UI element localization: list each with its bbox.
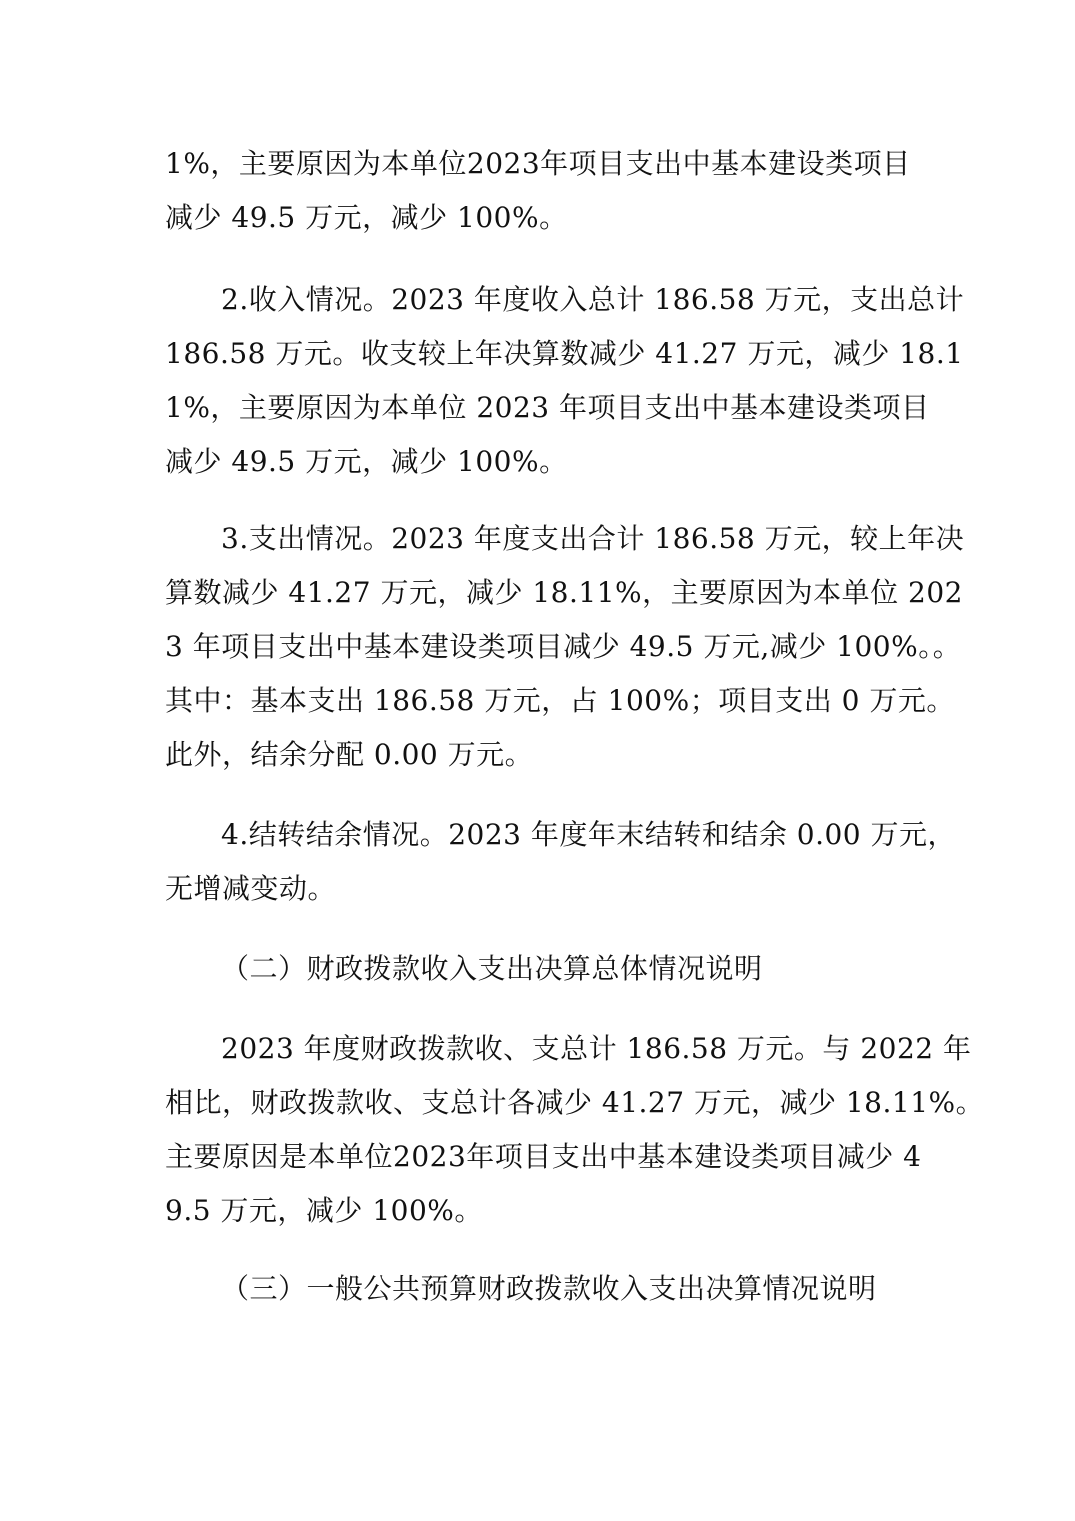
section-heading-2: （二）财政拨款收入支出决算总体情况说明	[221, 952, 763, 985]
paragraph-income	[165, 273, 965, 489]
paragraph-expenditure	[165, 512, 965, 782]
text-line: 9.5 万元，减少 100%。	[165, 1194, 483, 1227]
text-line: 主要原因是本单位2023年项目支出中基本建设类项目减少 4	[165, 1140, 922, 1173]
section-heading-3: （三）一般公共预算财政拨款收入支出决算情况说明	[221, 1272, 877, 1305]
paragraph-continuation	[165, 137, 915, 245]
text-line: 2023 年度财政拨款收、支总计 186.58 万元。与 2022 年	[221, 1032, 972, 1065]
text-line: 此外，结余分配 0.00 万元。	[165, 738, 534, 771]
text-line: 其中：基本支出 186.58 万元，占 100%；项目支出 0 万元。	[165, 684, 955, 717]
text-line: 无增减变动。	[165, 872, 337, 905]
text-line: 2.收入情况。2023 年度收入总计 186.58 万元，支出总计	[221, 283, 965, 316]
text-line: 减少 49.5 万元，减少 100%。	[165, 445, 568, 478]
text-line: 减少 49.5 万元，减少 100%。	[165, 201, 568, 234]
text-line: 1%，主要原因为本单位 2023 年项目支出中基本建设类项目	[165, 391, 930, 424]
text-line: 3.支出情况。2023 年度支出合计 186.58 万元，较上年决	[221, 522, 965, 555]
text-line: 相比，财政拨款收、支总计各减少 41.27 万元，减少 18.11%。	[165, 1086, 985, 1119]
text-line: 3 年项目支出中基本建设类项目减少 49.5 万元,减少 100%。。	[165, 630, 962, 663]
text-line: 1%，主要原因为本单位2023年项目支出中基本建设类项目	[165, 147, 911, 180]
paragraph-fiscal-summary	[165, 1022, 985, 1238]
text-line: 186.58 万元。收支较上年决算数减少 41.27 万元，减少 18.1	[165, 337, 964, 370]
text-line: 4.结转结余情况。2023 年度年末结转和结余 0.00 万元，	[221, 818, 957, 851]
text-line: 算数减少 41.27 万元，减少 18.11%，主要原因为本单位 202	[165, 576, 963, 609]
paragraph-carryover	[165, 808, 957, 916]
